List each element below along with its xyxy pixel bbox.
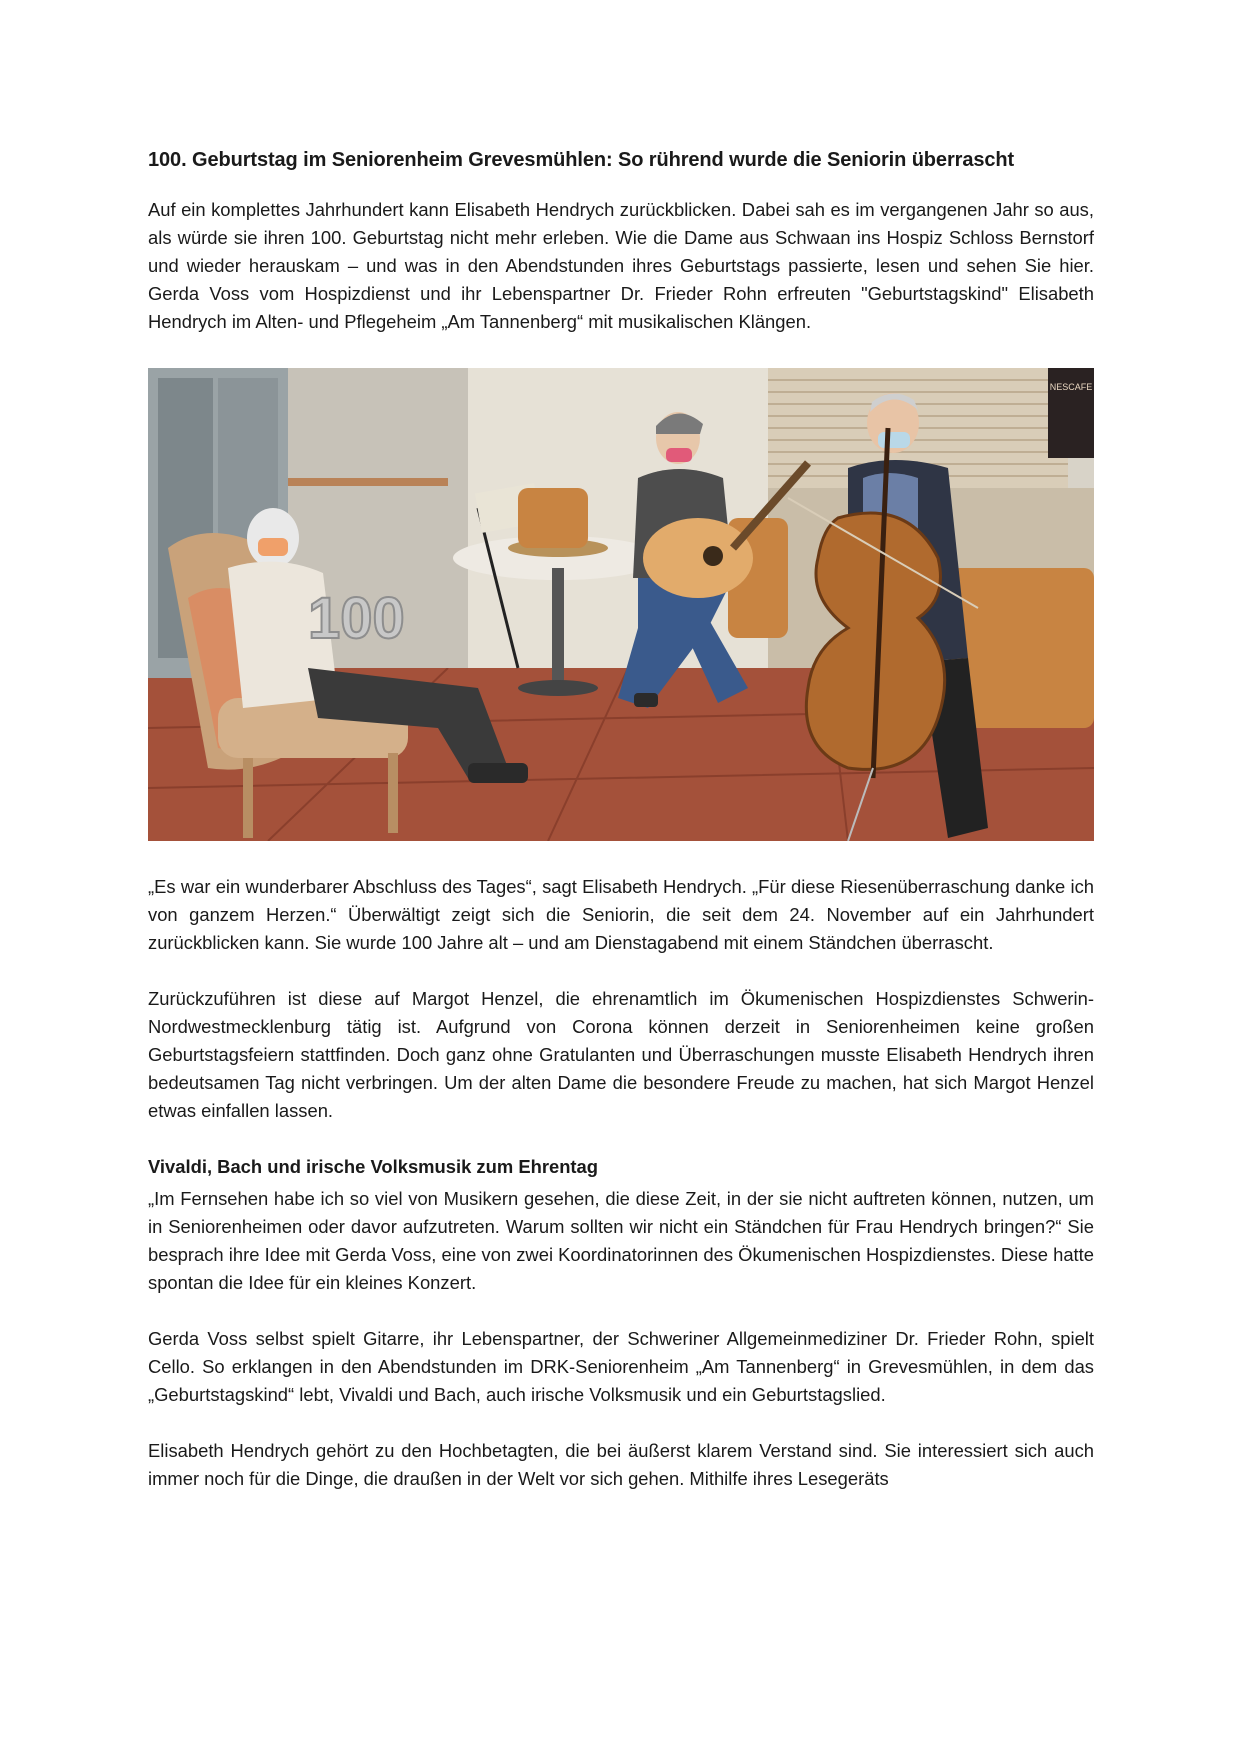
article-photo xyxy=(148,368,1094,841)
photo-illustration xyxy=(148,368,1094,841)
section-subheading: Vivaldi, Bach und irische Volksmusik zum Ehrentag xyxy=(148,1156,599,1177)
sign-text: NESCAFE xyxy=(1049,382,1093,392)
paragraph-5: Elisabeth Hendrych gehört zu den Hochbetagten, die bei äußerst klarem Verstand sind. Sie interessiert sich auch immer noch für die Dinge, die draußen in der Welt vor sich gehen. Mithilfe ihres Lesegeräts xyxy=(148,1440,1094,1489)
paragraph-2: Zurückzuführen ist diese auf Margot Henzel, die ehrenamtlich im Ökumenischen Hospizdienstes Schwerin-Nordwestmecklenburg tätig ist. Aufgrund von Corona können derzeit in Seniorenheimen keine großen Geburtstagsfeiern stattfinden. Doch ganz ohne Gratulanten und Überraschungen musste Elisabeth Hendrych ihren bedeutsamen Tag nicht verbringen. Um der alten Dame die besondere Freude zu machen, hat sich Margot Henzel etwas einfallen lassen. xyxy=(148,988,1094,1121)
article-headline: 100. Geburtstag im Seniorenheim Grevesmühlen: So rührend wurde die Seniorin überrascht xyxy=(148,149,1015,171)
paragraph-1: „Es war ein wunderbarer Abschluss des Tages“, sagt Elisabeth Hendrych. „Für diese Riesenüberraschung danke ich von ganzem Herzen.“ Überwältigt zeigt sich die Seniorin, die seit dem 24. November auf ein Jahrhundert zurückblicken kann. Sie wurde 100 Jahre alt – und am Dienstagabend mit einem Ständchen überrascht. xyxy=(148,876,1094,953)
document-page xyxy=(148,146,1094,1493)
paragraph-4: Gerda Voss selbst spielt Gitarre, ihr Lebenspartner, der Schweriner Allgemeinmediziner Dr. Frieder Rohn, spielt Cello. So erklangen in den Abendstunden im DRK-Seniorenheim „Am Tannenberg“ in Grevesmühlen, in dem das „Geburtstagskind“ lebt, Vivaldi und Bach, auch irische Volksmusik und ein Geburtstagslied. xyxy=(148,1328,1094,1405)
balloon-100: 100 xyxy=(308,586,405,651)
paragraph-3: „Im Fernsehen habe ich so viel von Musikern gesehen, die diese Zeit, in der sie nicht auftreten können, nutzen, um in Seniorenheimen oder davor aufzutreten. Warum sollten wir nicht ein Ständchen für Frau Hendrych bringen?“ Sie besprach ihre Idee mit Gerda Voss, eine von zwei Koordinatorinnen des Ökumenischen Hospizdienstes. Diese hatte spontan die Idee für ein kleines Konzert. xyxy=(148,1188,1094,1293)
intro-paragraph: Auf ein komplettes Jahrhundert kann Elisabeth Hendrych zurückblicken. Dabei sah es im vergangenen Jahr so aus, als würde sie ihren 100. Geburtstag nicht mehr erleben. Wie die Dame aus Schwaan ins Hospiz Schloss Bernstorf und wieder herauskam – und was in den Abendstunden ihres Geburtstags passierte, lesen und sehen Sie hier. Gerda Voss vom Hospizdienst und ihr Lebenspartner Dr. Frieder Rohn erfreuten "Geburtstagskind" Elisabeth Hendrych im Alten- und Pflegeheim „Am Tannenberg“ mit musikalischen Klängen. xyxy=(148,199,1094,332)
